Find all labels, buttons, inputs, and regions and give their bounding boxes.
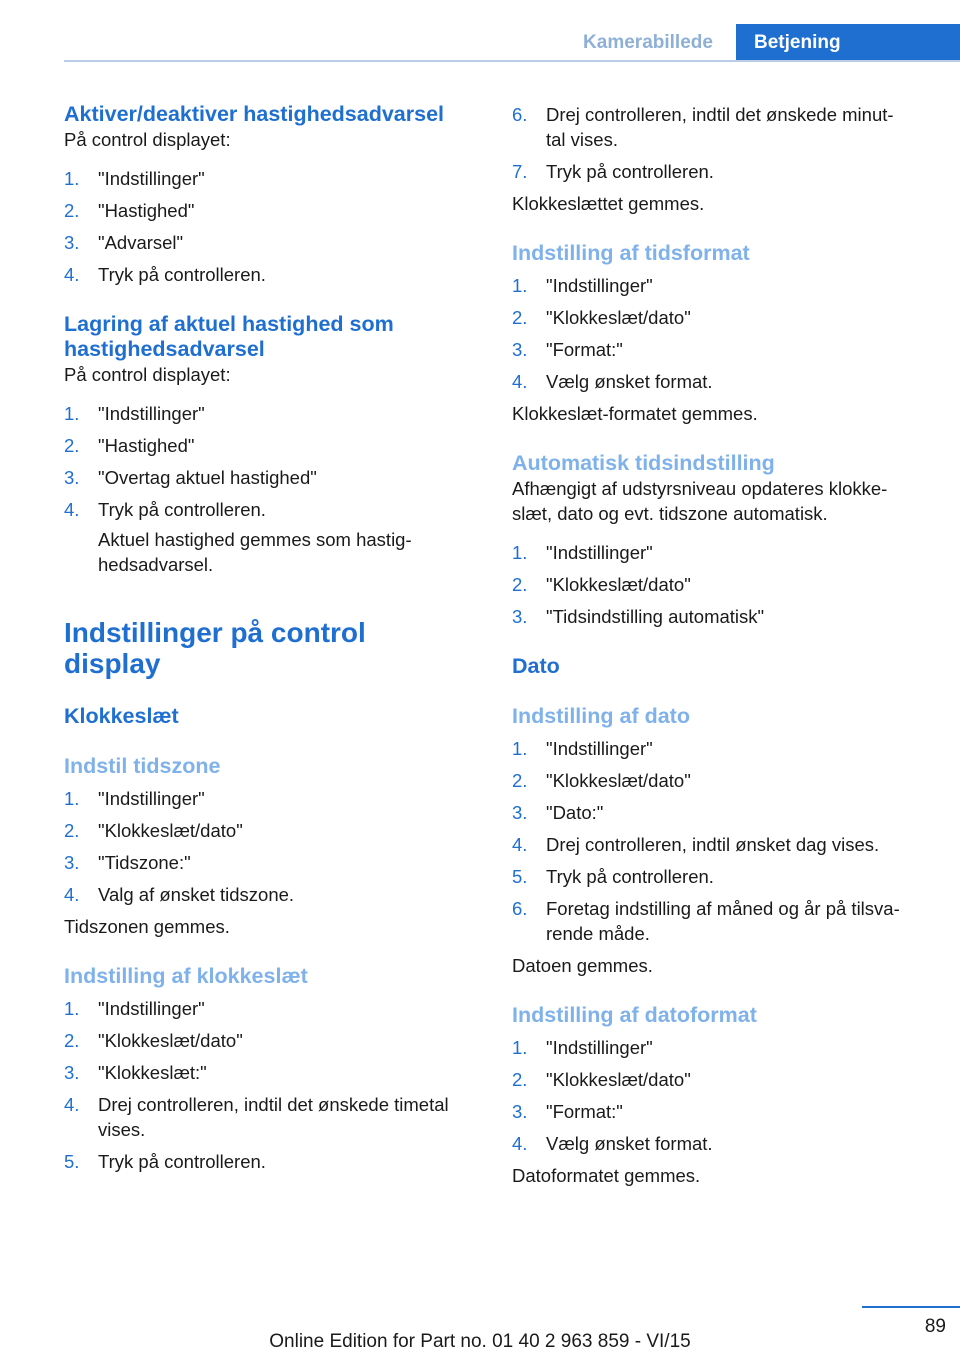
step-number: 1.: [512, 275, 528, 296]
list-item: [512, 369, 932, 394]
list-item: [512, 768, 932, 793]
heading-dato: Dato: [512, 654, 560, 678]
result-text: Klokkeslæt-formatet gemmes.: [512, 403, 758, 424]
step-number: 5.: [64, 1151, 80, 1172]
step-text: Tryk på controlleren.: [98, 1151, 266, 1172]
step-text: "Indstillinger": [546, 1037, 653, 1058]
step-text: "Indstillinger": [98, 788, 205, 809]
note-line: Aktuel hastighed gemmes som hastig-: [98, 529, 412, 550]
step-number: 3.: [512, 1101, 528, 1122]
steps-list: [64, 166, 484, 287]
heading-line: hastighedsadvarsel: [64, 337, 265, 361]
step-text: "Advarsel": [98, 232, 184, 253]
steps-list: [512, 540, 932, 629]
step-number: 2.: [512, 770, 528, 791]
step-number: 6.: [512, 898, 528, 919]
step-number: 3.: [64, 1062, 80, 1083]
list-item: [64, 262, 484, 287]
chapter-line: Indstillinger på control: [64, 617, 366, 648]
step-text: Vælg ønsket format.: [546, 371, 713, 392]
step-text: Tryk på controlleren.: [98, 499, 266, 520]
list-item: [64, 882, 484, 907]
heading-klokkeslaet: Klokkeslæt: [64, 704, 179, 728]
heading-hastighedsadvarsel: Aktiver/deaktiver hastighedsadvarsel: [64, 102, 445, 126]
step-text: tal vises.: [546, 129, 618, 150]
footer-divider: [862, 1306, 960, 1308]
heading-klokkeslaet-indstilling: Indstilling af klokkeslæt: [64, 964, 308, 988]
step-text: "Format:": [546, 339, 623, 360]
step-text: "Klokkeslæt/dato": [546, 1069, 691, 1090]
step-number: 4.: [512, 834, 528, 855]
page-header: [0, 0, 960, 62]
edition-footer: Online Edition for Part no. 01 40 2 963 859 - VI/15: [269, 1331, 691, 1352]
step-number: 2.: [64, 820, 80, 841]
step-note: [64, 527, 484, 577]
list-item: [512, 273, 932, 298]
step-number: 1.: [64, 998, 80, 1019]
list-item: [64, 996, 484, 1021]
list-item: [512, 1067, 932, 1092]
steps-list: [512, 102, 932, 184]
step-text: "Klokkeslæt/dato": [546, 770, 691, 791]
list-item: [512, 896, 932, 946]
step-number: 3.: [64, 467, 80, 488]
steps-list: [512, 736, 932, 946]
text-line: Afhængigt af udstyrsniveau opdateres klokke-: [512, 478, 888, 499]
step-text: Tryk på controlleren.: [98, 264, 266, 285]
list-item: [64, 497, 484, 522]
list-item: [64, 1092, 484, 1142]
tab-kamerabillede[interactable]: Kamerabillede: [583, 32, 713, 53]
list-item: [512, 305, 932, 330]
result-text: Datoformatet gemmes.: [512, 1165, 701, 1186]
step-number: 2.: [64, 435, 80, 456]
step-text: Valg af ønsket tidszone.: [98, 884, 295, 905]
step-number: 1.: [64, 788, 80, 809]
result-text: Klokkeslættet gemmes.: [512, 193, 705, 214]
step-text: "Indstillinger": [98, 403, 205, 424]
step-number: 5.: [512, 866, 528, 887]
step-text: "Overtag aktuel hastighed": [98, 467, 317, 488]
step-number: 2.: [512, 307, 528, 328]
body-text: [512, 476, 932, 526]
list-item: [512, 337, 932, 362]
steps-list: [64, 996, 484, 1174]
step-number: 1.: [512, 542, 528, 563]
list-item: [64, 465, 484, 490]
step-number: 2.: [512, 1069, 528, 1090]
page-number: 89: [924, 1316, 946, 1337]
list-item: [512, 102, 932, 152]
result-text: Datoen gemmes.: [512, 955, 653, 976]
heading-tidsformat: Indstilling af tidsformat: [512, 241, 750, 265]
result-text: Tidszonen gemmes.: [64, 916, 230, 937]
list-item: [64, 786, 484, 811]
heading-datoformat: Indstilling af datoformat: [512, 1003, 757, 1027]
step-text: "Tidsindstilling automatisk": [546, 606, 765, 627]
list-item: [512, 832, 932, 857]
header-divider: [64, 60, 960, 62]
step-text: rende måde.: [546, 923, 650, 944]
step-text: Drej controlleren, indtil det ønskede minut-: [546, 104, 894, 125]
step-text: "Format:": [546, 1101, 623, 1122]
list-item: [64, 1060, 484, 1085]
list-item: [64, 1149, 484, 1174]
step-text: "Dato:": [546, 802, 604, 823]
list-item: [512, 604, 932, 629]
step-text: Foretag indstilling af måned og år på tilsva-: [546, 898, 900, 919]
list-item: [64, 198, 484, 223]
list-item: [512, 1035, 932, 1060]
list-item: [64, 401, 484, 426]
list-item: [64, 818, 484, 843]
step-number: 4.: [64, 499, 80, 520]
chapter-line: display: [64, 648, 161, 679]
step-text: "Hastighed": [98, 435, 195, 456]
step-text: "Indstillinger": [546, 275, 653, 296]
step-number: 4.: [512, 1133, 528, 1154]
intro-text: På control displayet:: [64, 129, 231, 150]
list-item: [64, 850, 484, 875]
step-text: "Klokkeslæt/dato": [98, 820, 243, 841]
step-number: 1.: [64, 403, 80, 424]
steps-list: [512, 1035, 932, 1156]
step-text: Tryk på controlleren.: [546, 161, 714, 182]
step-text: "Klokkeslæt/dato": [98, 1030, 243, 1051]
step-number: 2.: [512, 574, 528, 595]
step-text: Drej controlleren, indtil det ønskede timetal: [98, 1094, 449, 1115]
step-text: Drej controlleren, indtil ønsket dag vises.: [546, 834, 880, 855]
steps-list: [64, 401, 484, 522]
heading-automatisk: Automatisk tidsindstilling: [512, 451, 775, 475]
heading-tidszone: Indstil tidszone: [64, 754, 221, 778]
heading-line: Lagring af aktuel hastighed som: [64, 312, 394, 336]
step-number: 6.: [512, 104, 528, 125]
note-line: hedsadvarsel.: [98, 554, 214, 575]
step-number: 1.: [512, 738, 528, 759]
step-text: "Klokkeslæt/dato": [546, 307, 691, 328]
step-number: 1.: [512, 1037, 528, 1058]
step-text: "Indstillinger": [546, 542, 653, 563]
step-text: Vælg ønsket format.: [546, 1133, 713, 1154]
step-number: 3.: [512, 339, 528, 360]
list-item: [64, 1028, 484, 1053]
list-item: [64, 230, 484, 255]
steps-list: [64, 786, 484, 907]
step-text: "Hastighed": [98, 200, 195, 221]
step-number: 3.: [512, 606, 528, 627]
step-number: 3.: [64, 232, 80, 253]
step-number: 2.: [64, 1030, 80, 1051]
list-item: [512, 1131, 932, 1156]
list-item: [512, 159, 932, 184]
list-item: [512, 572, 932, 597]
list-item: [512, 864, 932, 889]
step-number: 3.: [512, 802, 528, 823]
tab-betjening[interactable]: Betjening: [736, 24, 960, 60]
chapter-title: [64, 617, 484, 679]
intro-text: På control displayet:: [64, 364, 231, 385]
step-text: "Klokkeslæt/dato": [546, 574, 691, 595]
step-text: "Indstillinger": [98, 168, 205, 189]
step-text: vises.: [98, 1119, 146, 1140]
step-text: "Klokkeslæt:": [98, 1062, 207, 1083]
steps-list: [512, 273, 932, 394]
step-text: "Indstillinger": [546, 738, 653, 759]
step-text: "Tidszone:": [98, 852, 191, 873]
step-number: 1.: [64, 168, 80, 189]
heading-dato-indstilling: Indstilling af dato: [512, 704, 690, 728]
list-item: [512, 540, 932, 565]
step-number: 3.: [64, 852, 80, 873]
step-number: 7.: [512, 161, 528, 182]
left-column: [64, 102, 484, 1181]
list-item: [64, 433, 484, 458]
list-item: [512, 800, 932, 825]
list-item: [512, 736, 932, 761]
right-column: [512, 102, 932, 1188]
list-item: [512, 1099, 932, 1124]
heading-lagring: [64, 312, 484, 362]
step-number: 4.: [64, 884, 80, 905]
step-number: 2.: [64, 200, 80, 221]
step-text: Tryk på controlleren.: [546, 866, 714, 887]
step-text: "Indstillinger": [98, 998, 205, 1019]
step-number: 4.: [64, 264, 80, 285]
step-number: 4.: [64, 1094, 80, 1115]
text-line: slæt, dato og evt. tidszone automatisk.: [512, 503, 828, 524]
list-item: [64, 166, 484, 191]
step-number: 4.: [512, 371, 528, 392]
